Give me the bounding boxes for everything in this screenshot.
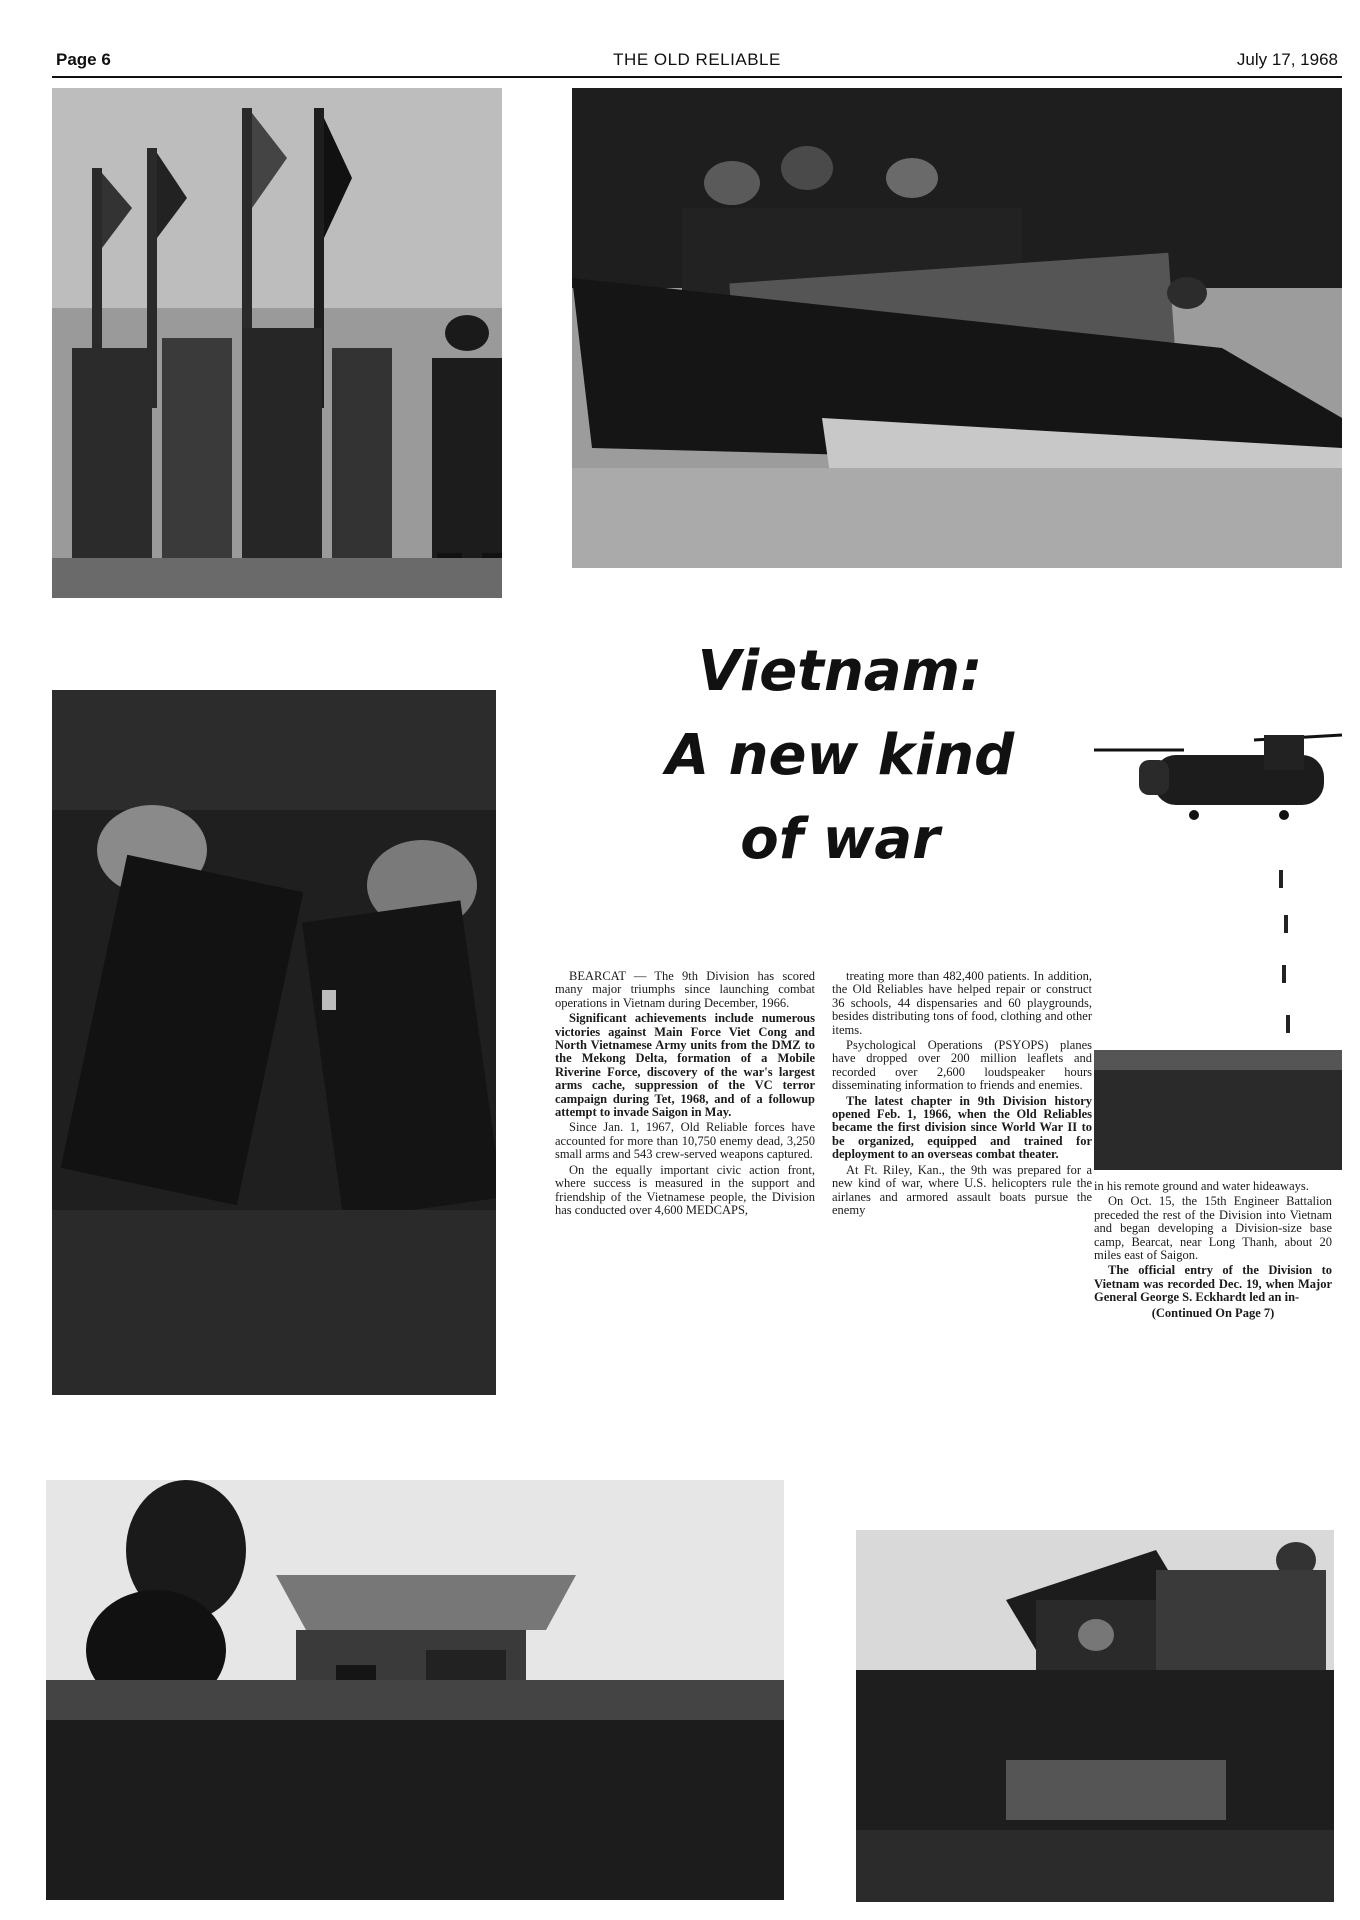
continued-notice: (Continued On Page 7) [1151, 1305, 1275, 1320]
article-paragraph: BEARCAT — The 9th Division has scored many major triumphs since launching combat operations in Vietnam during December, 1966. [555, 969, 815, 1010]
article-headline [620, 630, 1060, 882]
article-paragraph: The latest chapter in 9th Division history opened Feb. 1, 1966, when the Old Reliables became the first division since World War II to be organized, equipped and trained for deployment to an overseas combat theater. [832, 1093, 1092, 1162]
article-paragraph: in his remote ground and water hideaways. [1094, 1179, 1309, 1193]
photo-color-guard [52, 88, 502, 598]
article-paragraph: On Oct. 15, the 15th Engineer Battalion preceded the rest of the Division into Vietnam and began developing a Division-size base camp, Bearcat, near Long Thanh, about 20 miles east of Saigon. [1094, 1194, 1332, 1263]
photo-burning-hut [46, 1480, 784, 1900]
article-paragraph: At Ft. Riley, Kan., the 9th was prepared for a new kind of war, where U.S. helicopters rule the airlanes and armored assault boats pursue the enemy [832, 1162, 1092, 1217]
headline-line-1: Vietnam: [697, 639, 983, 704]
article-column-3 [1094, 1180, 1332, 1322]
article-column-1 [555, 970, 815, 1219]
issue-date: July 17, 1968 [1236, 50, 1338, 69]
article-paragraph: The official entry of the Division to Vietnam was recorded Dec. 19, when Major General George S. Eckhardt led an in- [1094, 1263, 1332, 1305]
page-number: Page 6 [56, 50, 111, 69]
article-paragraph: treating more than 482,400 patients. In addition, the Old Reliables have helped repair or construct 36 schools, 44 dispensaries and 60 playgrounds, besides distributing tons of food, clothing and other items. [832, 969, 1092, 1037]
masthead [52, 46, 1342, 78]
photo-soldiers-in-field [52, 690, 496, 1395]
article-column-2 [832, 970, 1092, 1219]
headline-line-3: of war [740, 807, 940, 872]
photo-soldiers-on-boat [572, 88, 1342, 568]
article-paragraph: On the equally important civic action front, where success is measured in the support and friendship of the Vietnamese people, the Division has conducted over 4,600 MEDCAPS, [555, 1162, 815, 1217]
headline-line-2: A new kind [665, 723, 1015, 788]
photo-helicopter-drop [1094, 700, 1342, 1170]
article-paragraph: Significant achievements include numerous victories against Main Force Viet Cong and North Vietnamese Army units from the DMZ to the Mekong Delta, formation of a Mobile Riverine Force, discovery of the war's largest arms cache, suppression of the VC terror campaign during Tet, 1968, and of a followup attempt to invade Saigon in May. [555, 1011, 815, 1120]
article-paragraph: Since Jan. 1, 1967, Old Reliable forces have accounted for more than 10,750 enemy dead, 3,250 small arms and 543 crew-served weapons captured. [555, 1120, 815, 1162]
newspaper-title: THE OLD RELIABLE [613, 50, 781, 69]
photo-soldiers-river-bank [856, 1530, 1334, 1902]
article-paragraph: Psychological Operations (PSYOPS) planes have dropped over 200 million leaflets and recorded over 2,600 loudspeaker hours disseminating information to friends and enemies. [832, 1038, 1092, 1093]
